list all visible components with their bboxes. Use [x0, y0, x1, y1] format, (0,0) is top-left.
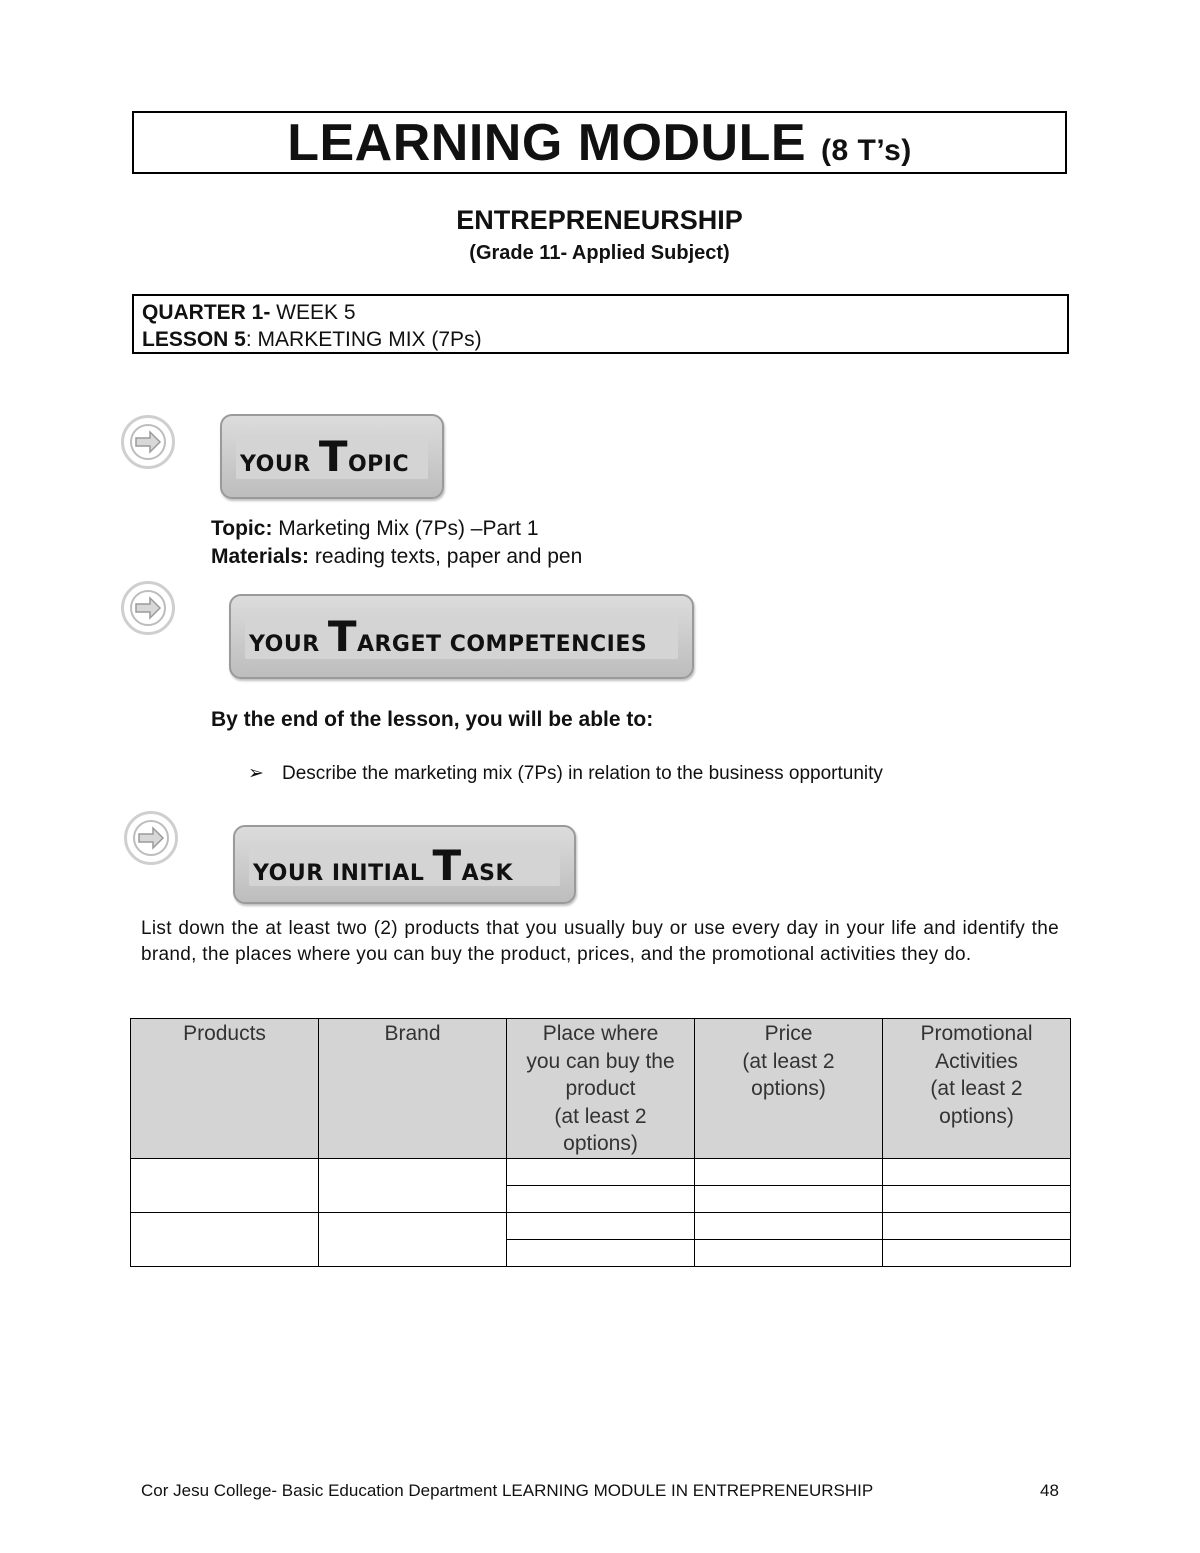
place-cell[interactable]: [507, 1212, 695, 1239]
product-cell[interactable]: [131, 1212, 319, 1266]
materials-line: [211, 545, 582, 569]
quarter-line: [142, 299, 1067, 326]
your-topic-title: YOUR TOPIC: [240, 432, 410, 481]
header-promotional-activities: Promotional Activities (at least 2 options): [883, 1019, 1071, 1159]
price-cell[interactable]: [695, 1239, 883, 1266]
module-title-main: LEARNING MODULE: [287, 114, 807, 172]
footer-text: Cor Jesu College- Basic Education Department LEARNING MODULE IN ENTREPRENEURSHIP: [141, 1481, 874, 1500]
module-title-sub: (8 T’s): [821, 134, 912, 167]
header-place: Place where you can buy the product (at least 2 options): [507, 1019, 695, 1159]
your-target-competencies-banner: [229, 594, 694, 679]
circle-arrow-icon: [121, 415, 175, 469]
materials-value: reading texts, paper and pen: [309, 545, 583, 568]
price-cell[interactable]: [695, 1158, 883, 1185]
place-cell[interactable]: [507, 1239, 695, 1266]
table-row: [131, 1158, 1071, 1185]
your-initial-task-title: YOUR INITIAL TASK: [253, 841, 514, 890]
brand-cell[interactable]: [319, 1158, 507, 1212]
promo-cell[interactable]: [883, 1158, 1071, 1185]
lesson-label: LESSON 5: [142, 328, 246, 351]
brand-cell[interactable]: [319, 1212, 507, 1266]
subject-heading: ENTREPRENEURSHIP: [456, 205, 743, 235]
place-cell[interactable]: [507, 1185, 695, 1212]
header-brand: Brand: [319, 1019, 507, 1159]
your-target-competencies-title: YOUR TARGET COMPETENCIES: [249, 612, 648, 661]
objective-item: [248, 762, 883, 785]
product-cell[interactable]: [131, 1158, 319, 1212]
module-title: [132, 111, 1067, 174]
table-row: [131, 1212, 1071, 1239]
lesson-line: [142, 326, 1067, 353]
topic-value: Marketing Mix (7Ps) –Part 1: [272, 517, 539, 540]
promo-cell[interactable]: [883, 1212, 1071, 1239]
page-number: 48: [1040, 1481, 1059, 1500]
table-header-row: [131, 1019, 1071, 1159]
quarter-value: WEEK 5: [270, 301, 356, 324]
bullet-arrow-icon: ➢: [248, 763, 264, 784]
objective-text: Describe the marketing mix (7Ps) in relation to the business opportunity: [282, 763, 883, 784]
header-price: Price (at least 2 options): [695, 1019, 883, 1159]
promo-cell[interactable]: [883, 1239, 1071, 1266]
task-instructions: List down the at least two (2) products that you usually buy or use every day in your life and identify the brand, the places where you can buy the product, prices, and the promotional activities they do.: [141, 918, 1059, 965]
lesson-info-box: [132, 294, 1069, 354]
header-products: Products: [131, 1019, 319, 1159]
price-cell[interactable]: [695, 1185, 883, 1212]
price-cell[interactable]: [695, 1212, 883, 1239]
lesson-value: : MARKETING MIX (7Ps): [245, 328, 482, 351]
grade-subheading: (Grade 11- Applied Subject): [469, 242, 730, 264]
materials-label: Materials:: [211, 545, 310, 568]
promo-cell[interactable]: [883, 1185, 1071, 1212]
objectives-intro: By the end of the lesson, you will be able to:: [211, 708, 654, 731]
topic-line: [211, 517, 539, 541]
products-table: [130, 1018, 1071, 1267]
quarter-label: QUARTER 1-: [142, 301, 271, 324]
circle-arrow-icon: [124, 811, 178, 865]
circle-arrow-icon: [121, 581, 175, 635]
your-initial-task-banner: [233, 825, 576, 904]
place-cell[interactable]: [507, 1158, 695, 1185]
your-topic-banner: [220, 414, 444, 499]
topic-label: Topic:: [211, 517, 273, 540]
